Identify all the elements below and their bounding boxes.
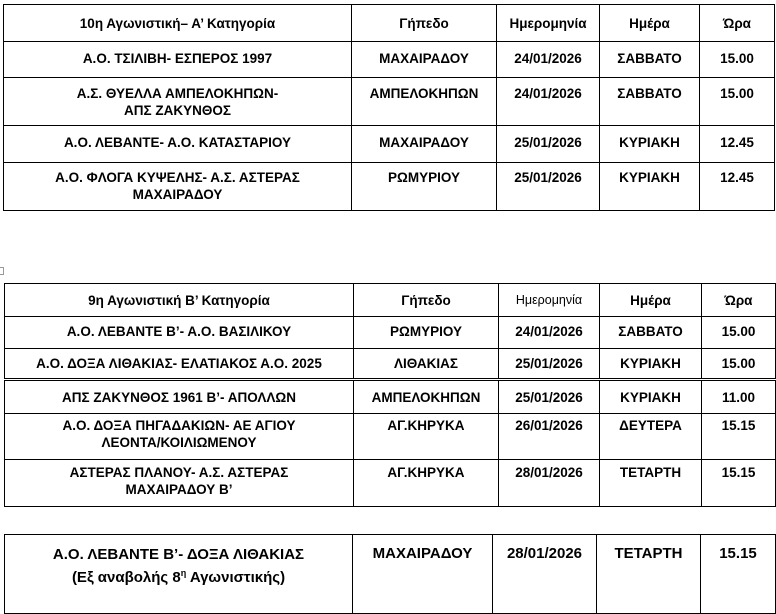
time-cell: 15.15 (702, 414, 776, 460)
match-cell: Α.Σ. ΘΥΕΛΛΑ ΑΜΠΕΛΟΚΗΠΩΝ- ΑΠΣ ΖΑΚΥΝΘΟΣ (4, 78, 352, 126)
venue-cell: ΡΩΜΥΡΙΟΥ (354, 317, 499, 349)
schedule-table-a-division (3, 4, 775, 211)
day-cell: ΤΕΤΑΡΤΗ (597, 535, 701, 614)
header-venue: Γήπεδο (352, 5, 497, 42)
time-cell: 11.00 (702, 380, 776, 414)
date-cell: 28/01/2026 (499, 460, 600, 507)
venue-cell: ΜΑΧΑΙΡΑΔΟΥ (353, 535, 493, 614)
match-text: Α.Ο. ΛΕΒΑΝΤΕ Β’- ΔΟΞΑ ΛΙΘΑΚΙΑΣ (Εξ αναβολής 8 (52, 546, 305, 586)
match-cell: ΑΠΣ ΖΑΚΥΝΘΟΣ 1961 Β’- ΑΠΟΛΛΩΝ (5, 380, 354, 414)
day-cell: ΚΥΡΙΑΚΗ (600, 163, 700, 211)
time-cell: 15.00 (702, 317, 776, 349)
header-venue: Γήπεδο (354, 284, 499, 317)
match-text-suffix: Αγωνιστικής) (186, 569, 286, 586)
day-cell: ΚΥΡΙΑΚΗ (600, 126, 700, 163)
match-cell: Α.Ο. ΔΟΞΑ ΛΙΘΑΚΙΑΣ- ΕΛΑΤΙΑΚΟΣ Α.Ο. 2025 (5, 349, 354, 380)
match-cell: ΑΣΤΕΡΑΣ ΠΛΑΝΟΥ- Α.Σ. ΑΣΤΕΡΑΣ ΜΑΧΑΙΡΑΔΟΥ Β’ (5, 460, 354, 507)
venue-cell: ΑΜΠΕΛΟΚΗΠΩΝ (354, 380, 499, 414)
match-cell: Α.Ο. ΛΕΒΑΝΤΕ Β’- Α.Ο. ΒΑΣΙΛΙΚΟΥ (5, 317, 354, 349)
table-row (5, 317, 776, 349)
header-day: Ημέρα (600, 5, 700, 42)
header-time: Ώρα (700, 5, 775, 42)
table-row (5, 380, 776, 414)
schedule-table-b-division (4, 283, 776, 507)
date-cell: 28/01/2026 (493, 535, 597, 614)
venue-cell: ΡΩΜΥΡΙΟΥ (352, 163, 497, 211)
schedule-table-postponed (4, 534, 776, 614)
venue-cell: ΜΑΧΑΙΡΑΔΟΥ (352, 42, 497, 78)
table-row (5, 414, 776, 460)
time-cell: 15.15 (701, 535, 776, 614)
date-cell: 25/01/2026 (499, 349, 600, 380)
table-row (5, 535, 776, 614)
match-cell: Α.Ο. ΤΣΙΛΙΒΗ- ΕΣΠΕΡΟΣ 1997 (4, 42, 352, 78)
venue-cell: ΑΓ.ΚΗΡΥΚΑ (354, 460, 499, 507)
header-date: Ημερομηνία (499, 284, 600, 317)
date-cell: 24/01/2026 (497, 42, 600, 78)
date-cell: 25/01/2026 (497, 163, 600, 211)
table-row (4, 126, 775, 163)
table-row (4, 42, 775, 78)
date-cell: 24/01/2026 (497, 78, 600, 126)
day-cell: ΣΑΒΒΑΤΟ (600, 317, 702, 349)
time-cell: 15.00 (700, 42, 775, 78)
time-cell: 12.45 (700, 126, 775, 163)
ordinal-suffix: η (180, 568, 187, 578)
table-anchor-marker (0, 267, 4, 275)
date-cell: 26/01/2026 (499, 414, 600, 460)
header-time: Ώρα (702, 284, 776, 317)
day-cell: ΣΑΒΒΑΤΟ (600, 42, 700, 78)
time-cell: 15.15 (702, 460, 776, 507)
round-title: 9η Αγωνιστική Β’ Κατηγορία (5, 284, 354, 317)
date-cell: 24/01/2026 (499, 317, 600, 349)
match-cell: Α.Ο. ΔΟΞΑ ΠΗΓΑΔΑΚΙΩΝ- ΑΕ ΑΓΙΟΥ ΛΕΟΝΤΑ/ΚΟΙΛΙΩΜΕΝΟΥ (5, 414, 354, 460)
header-date: Ημερομηνία (497, 5, 600, 42)
time-cell: 15.00 (700, 78, 775, 126)
date-cell: 25/01/2026 (497, 126, 600, 163)
venue-cell: ΛΙΘΑΚΙΑΣ (354, 349, 499, 380)
venue-cell: ΜΑΧΑΙΡΑΔΟΥ (352, 126, 497, 163)
time-cell: 12.45 (700, 163, 775, 211)
day-cell: ΚΥΡΙΑΚΗ (600, 380, 702, 414)
date-cell: 25/01/2026 (499, 380, 600, 414)
match-cell (5, 535, 353, 614)
day-cell: ΤΕΤΑΡΤΗ (600, 460, 702, 507)
match-cell: Α.Ο. ΛΕΒΑΝΤΕ- Α.Ο. ΚΑΤΑΣΤΑΡΙΟΥ (4, 126, 352, 163)
venue-cell: ΑΓ.ΚΗΡΥΚΑ (354, 414, 499, 460)
header-day: Ημέρα (600, 284, 702, 317)
table-row (4, 163, 775, 211)
round-title: 10η Αγωνιστική– Α’ Κατηγορία (4, 5, 352, 42)
time-cell: 15.00 (702, 349, 776, 380)
day-cell: ΣΑΒΒΑΤΟ (600, 78, 700, 126)
venue-cell: ΑΜΠΕΛΟΚΗΠΩΝ (352, 78, 497, 126)
table-row (5, 349, 776, 380)
table-row (4, 78, 775, 126)
match-cell: Α.Ο. ΦΛΟΓΑ ΚΥΨΕΛΗΣ- Α.Σ. ΑΣΤΕΡΑΣ ΜΑΧΑΙΡΑΔΟΥ (4, 163, 352, 211)
day-cell: ΔΕΥΤΕΡΑ (600, 414, 702, 460)
table-row (5, 460, 776, 507)
day-cell: ΚΥΡΙΑΚΗ (600, 349, 702, 380)
